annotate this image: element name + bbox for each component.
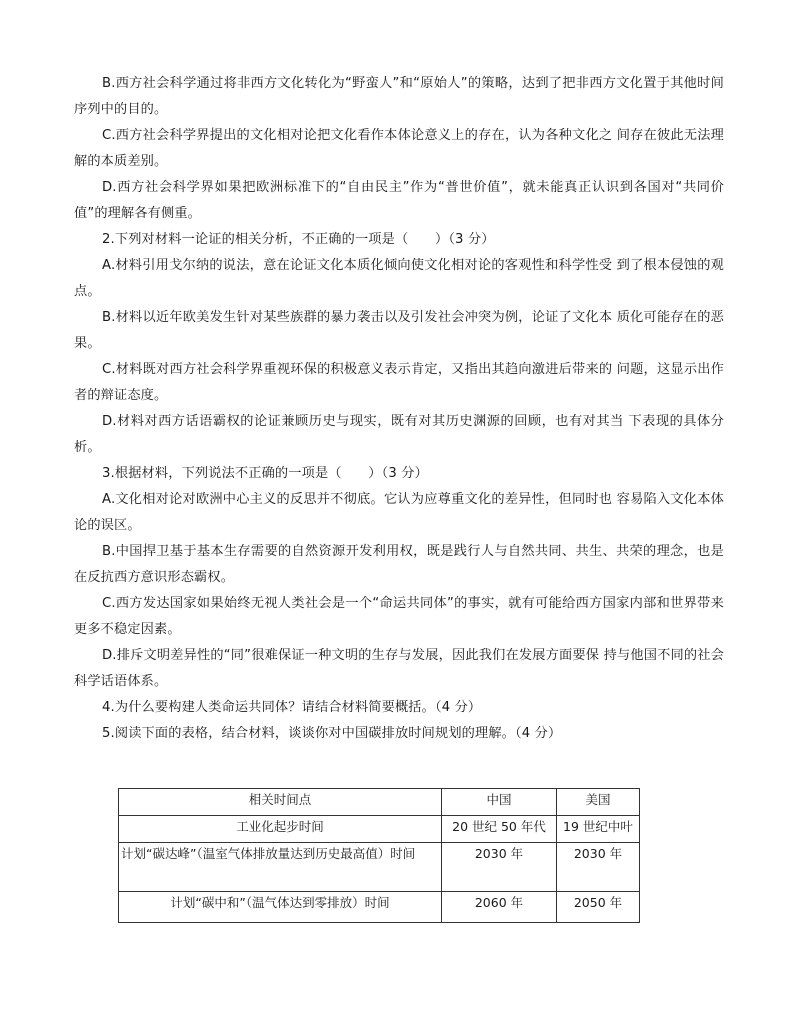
question-2-option-a: A.材料引用戈尔纳的说法，意在论证文化本质化倾向使文化相对论的客观性和科学性受 到了根本侵蚀的观点。 [74,258,724,299]
header-cell: 相关时间点 [119,789,442,816]
question-3-option-c: C.西方发达国家如果始终无视人类社会是一个“命运共同体”的事实，就有可能给西方国家内部和世界带来更多不稳定因素。 [74,596,724,637]
question-2-option-d: D.材料对西方话语霸权的论证兼顾历史与现实，既有对其历史渊源的回顾，也有对其当 下表现的具体分析。 [74,414,724,455]
table-row [119,816,640,843]
table-cell: 2060 年 [442,892,557,923]
table-row [119,843,640,892]
table-cell: 计划“碳达峰”（温室气体排放量达到历史最高值）时间 [119,843,442,892]
option-d-paragraph: D.西方社会科学界如果把欧洲标准下的“自由民主”作为“普世价值”，就未能真正认识到各国对“共同价值”的理解各有侧重。 [74,180,724,221]
question-3-option-b: B.中国捍卫基于基本生存需要的自然资源开发利用权，既是践行人与自然共同、共生、共荣的理念，也是在反抗西方意识形态霸权。 [74,544,724,585]
question-2-option-b: B.材料以近年欧美发生针对某些族群的暴力袭击以及引发社会冲突为例，论证了文化本 质化可能存在的恶果。 [74,310,724,351]
table-cell: 19 世纪中叶 [557,816,640,843]
table-cell: 2030 年 [442,843,557,892]
table-row [119,892,640,923]
table-cell: 工业化起步时间 [119,816,442,843]
table-header-row [119,789,640,816]
question-3-stem: 3.根据材料，下列说法不正确的一项是（ ）（3 分） [102,466,428,481]
question-4: 4.为什么要构建人类命运共同体？请结合材料简要概括。（4 分） [102,700,482,715]
emission-timeline-table [118,788,640,923]
question-3-option-d: D.排斥文明差异性的“同”很难保证一种文明的生存与发展，因此我们在发展方面要保 持与他国不同的社会科学话语体系。 [74,648,724,689]
option-b-paragraph: B.西方社会科学通过将非西方文化转化为“野蛮人”和“原始人”的策略，达到了把非西方文化置于其他时间序列中的目的。 [74,76,724,117]
emission-table-wrapper [118,788,640,923]
table-cell: 2050 年 [557,892,640,923]
question-3-option-a: A.文化相对论对欧洲中心主义的反思并不彻底。它认为应尊重文化的差异性，但同时也 容易陷入文化本体论的误区。 [74,492,724,533]
table-cell: 20 世纪 50 年代 [442,816,557,843]
header-cell: 美国 [557,789,640,816]
question-text [74,71,724,747]
question-2-option-c: C.材料既对西方社会科学界重视环保的积极意义表示肯定，又指出其趋向激进后带来的 问题，这显示出作者的辩证态度。 [74,362,724,403]
table-cell: 2030 年 [557,843,640,892]
question-5: 5.阅读下面的表格，结合材料，谈谈你对中国碳排放时间规划的理解。（4 分） [102,726,562,741]
question-2-stem: 2.下列对材料一论证的相关分析，不正确的一项是（ ）（3 分） [102,232,495,247]
table-cell: 计划“碳中和”（温气体达到零排放）时间 [119,892,442,923]
header-cell: 中国 [442,789,557,816]
option-c-paragraph: C.西方社会科学界提出的文化相对论把文化看作本体论意义上的存在，认为各种文化之 间存在彼此无法理解的本质差别。 [74,128,724,169]
